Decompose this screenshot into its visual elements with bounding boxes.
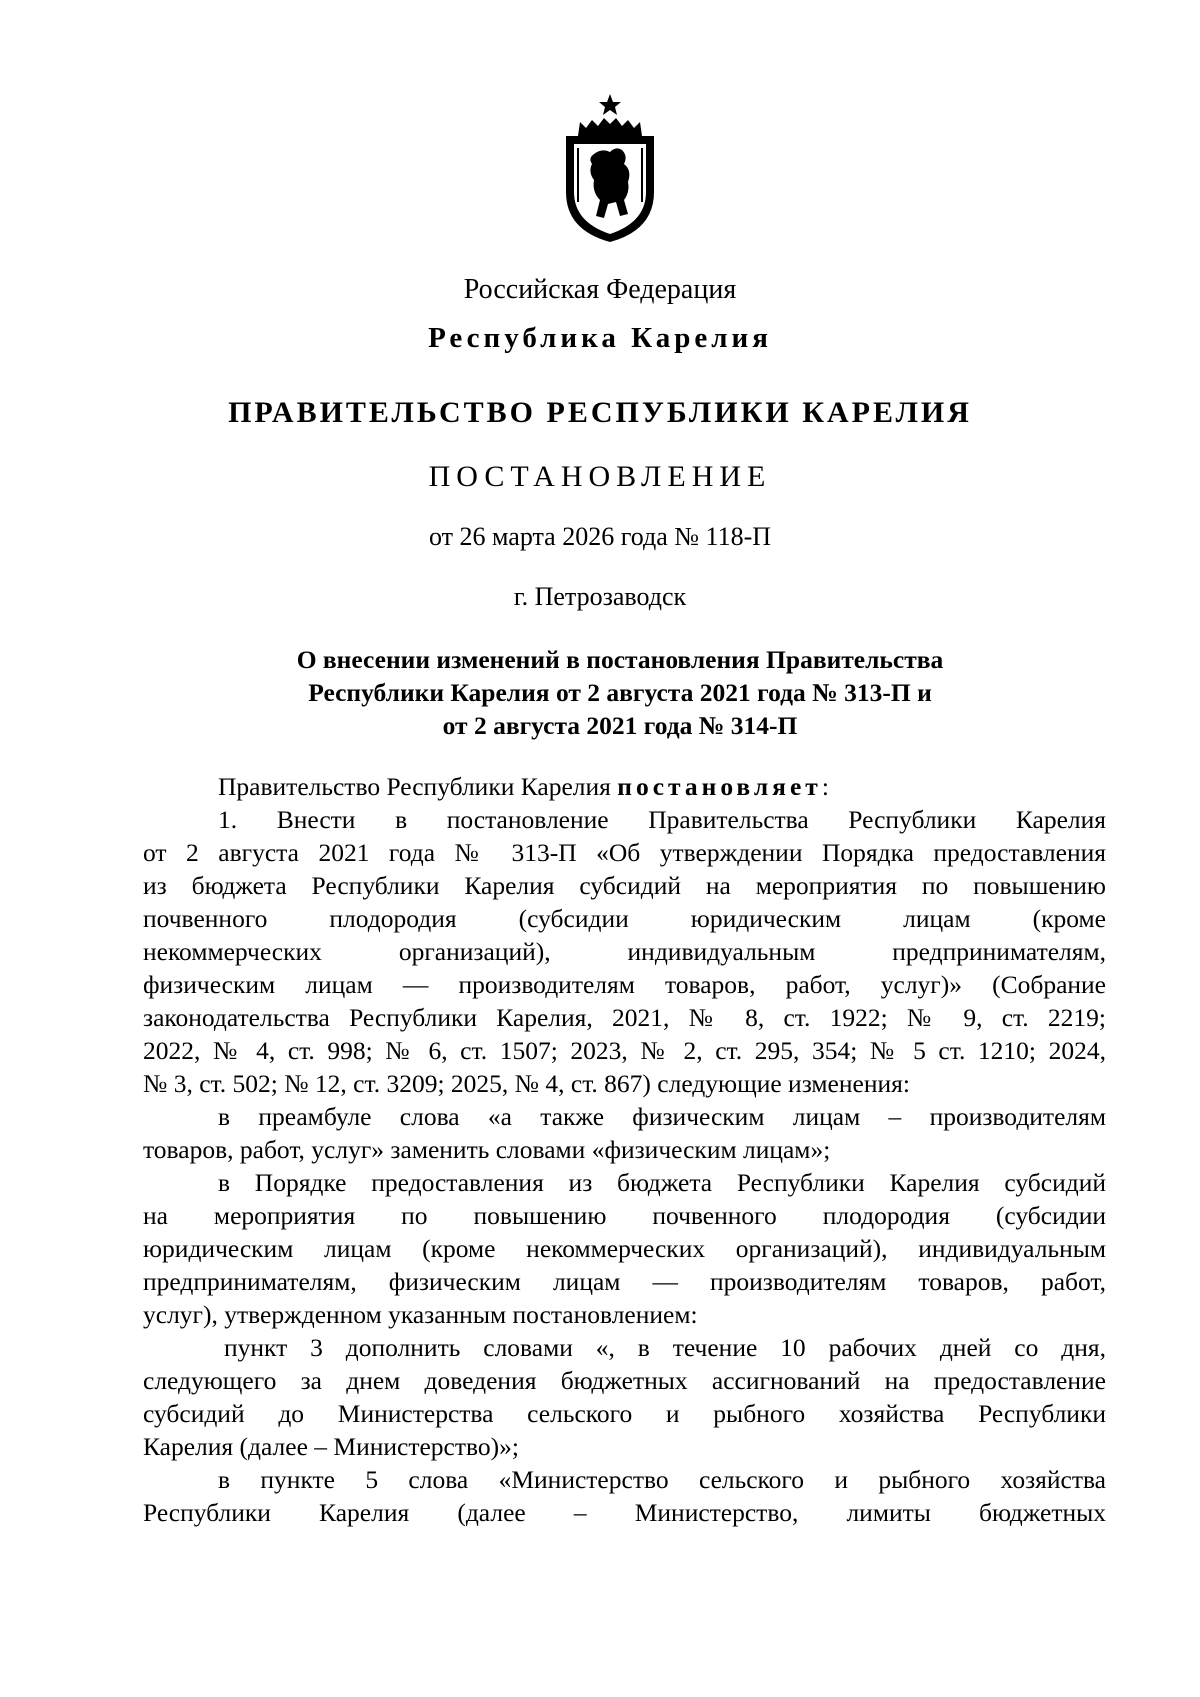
paragraph-line: почвенного плодородия (субсидии юридическим лицам (кроме xyxy=(143,904,1106,933)
document-type: ПОСТАНОВЛЕНИЕ xyxy=(428,460,772,493)
paragraph-line: от 2 августа 2021 года № 313-П «Об утверждении Порядка предоставления xyxy=(143,838,1106,867)
intro-spaced-verb: постановляет xyxy=(617,772,822,801)
paragraph-line: в пункте 5 слова «Министерство сельского и рыбного хозяйства xyxy=(218,1465,1106,1494)
paragraph-line: субсидий до Министерства сельского и рыбного хозяйства Республики xyxy=(143,1399,1106,1428)
paragraph-line: из бюджета Республики Карелия субсидий на мероприятия по повышению xyxy=(143,871,1106,900)
paragraph-line: законодательства Республики Карелия, 2021, № 8, ст. 1922; № 9, ст. 2219; xyxy=(143,1003,1106,1032)
document-title xyxy=(0,643,1200,742)
paragraph-line: товаров, работ, услуг» заменить словами «физическим лицам»; xyxy=(143,1135,831,1164)
intro-line xyxy=(143,770,1106,803)
document-body xyxy=(143,770,1106,1529)
paragraph-line: на мероприятия по повышению почвенного плодородия (субсидии xyxy=(143,1201,1106,1230)
paragraph-line: 1. Внести в постановление Правительства Республики Карелия xyxy=(218,805,1106,834)
date-and-number: от 26 марта 2026 года № 118-П xyxy=(428,522,772,551)
government-name: ПРАВИТЕЛЬСТВО РЕСПУБЛИКИ КАРЕЛИЯ xyxy=(228,396,972,429)
title-line: О внесении изменений в постановления Правительства xyxy=(296,645,944,674)
paragraph-line: физическим лицам — производителям товаров, работ, услуг)» (Собрание xyxy=(143,970,1106,999)
paragraph-line: № 3, ст. 502; № 12, ст. 3209; 2025, № 4, ст. 867) следующие изменения: xyxy=(143,1069,910,1098)
paragraph-line: юридическим лицам (кроме некоммерческих организаций), индивидуальным xyxy=(143,1234,1106,1263)
republic-name: Республика Карелия xyxy=(428,322,772,354)
paragraph-line: предпринимателям, физическим лицам — производителям товаров, работ, xyxy=(143,1267,1106,1296)
paragraph-line: некоммерческих организаций), индивидуальным предпринимателям, xyxy=(143,937,1106,966)
paragraph-line: в Порядке предоставления из бюджета Республики Карелия субсидий xyxy=(218,1168,1106,1197)
paragraph-line: Республики Карелия (далее – Министерство, лимиты бюджетных xyxy=(143,1498,1106,1527)
title-line: Республики Карелия от 2 августа 2021 года № 313-П и xyxy=(308,678,932,707)
paragraph-line: следующего за днем доведения бюджетных ассигнований на предоставление xyxy=(143,1366,1106,1395)
title-line: от 2 августа 2021 года № 314-П xyxy=(442,711,798,740)
country-name: Российская Федерация xyxy=(463,274,737,305)
intro-prefix: Правительство Республики Карелия xyxy=(218,772,618,801)
paragraph-line: Карелия (далее – Министерство)»; xyxy=(143,1432,519,1461)
paragraph-line: услуг), утвержденном указанным постановлением: xyxy=(143,1300,698,1329)
city: г. Петрозаводск xyxy=(513,582,687,611)
paragraph-line: в преамбуле слова «а также физическим лицам – производителям xyxy=(218,1102,1106,1131)
intro-suffix: : xyxy=(821,772,829,801)
karelia-coat-of-arms-icon xyxy=(558,92,662,244)
paragraph-line: 2022, № 4, ст. 998; № 6, ст. 1507; 2023, № 2, ст. 295, 354; № 5 ст. 1210; 2024, xyxy=(143,1036,1106,1065)
paragraph-line: пункт 3 дополнить словами «, в течение 10 рабочих дней со дня, xyxy=(224,1333,1106,1362)
